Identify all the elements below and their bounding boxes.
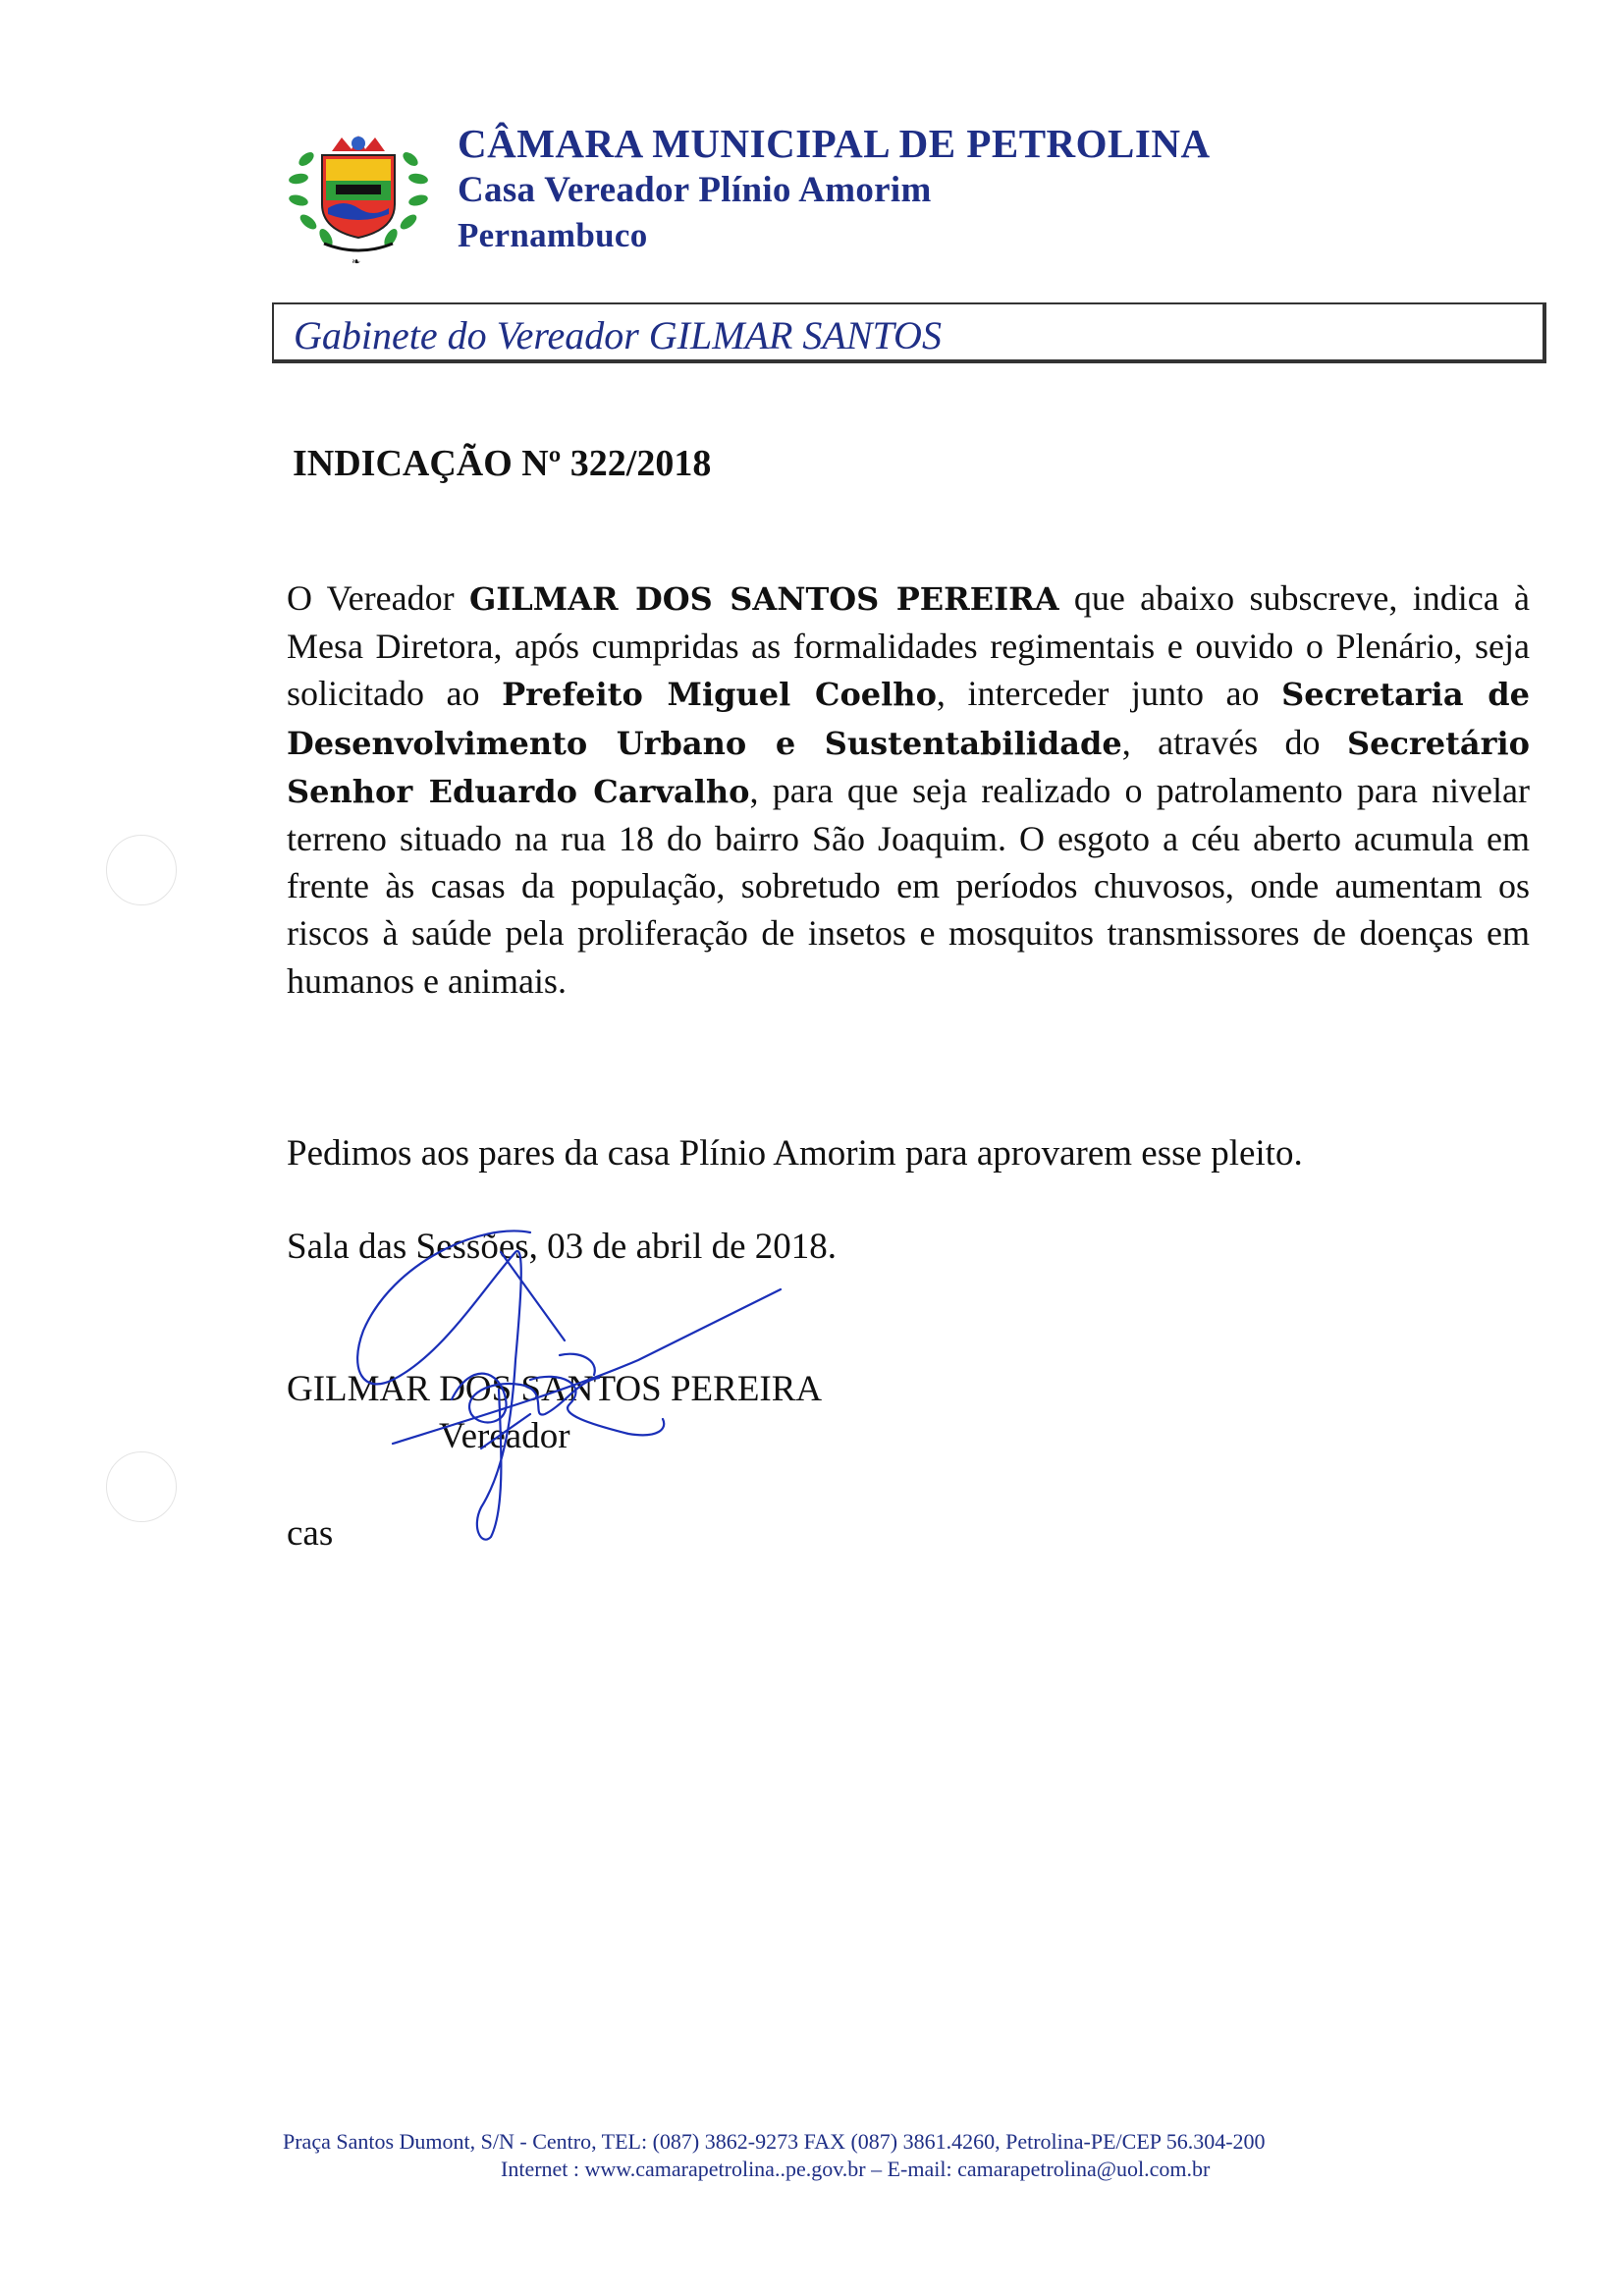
footer-contact: Internet : www.camarapetrolina..pe.gov.br – E-mail: camarapetrolina@uol.com.br [501,2157,1211,2181]
typist-initials: cas [287,1513,334,1554]
body-bold-mayor: Prefeito Miguel Coelho [502,676,937,714]
footer-address: Praça Santos Dumont, S/N - Centro, TEL: (087) 3862-9273 FAX (087) 3861.4260, Petrolina-PE/CEP 56.304-200 [283,2129,1266,2154]
body-bold-secretary: Secretário Senhor Eduardo Carvalho [287,724,1531,810]
body-bold-secretariat: Secretaria de Desenvolvimento Urbano e Sustentabilidade [287,676,1530,762]
document-title: INDICAÇÃO Nº 322/2018 [293,443,712,484]
scan-punch-mark [106,1451,177,1522]
office-banner [272,302,1546,363]
body-text-3: , interceder junto ao [936,674,1282,714]
place-date: Sala das Sessões, 03 de abril de 2018. [287,1227,838,1267]
office-title: Gabinete do Vereador GILMAR SANTOS [294,313,942,357]
body-text-5: , para que seja realizado o patrolamento para nivelar terreno situado na rua 18 do bairro São Joaquim. O esgoto a céu aberto acumula em frente às casas da população, sobretudo em períodos chuvosos, onde aumentam os riscos à saúde pela proliferação de insetos e mosquitos transmissores de doenças em humanos e animais. [287,770,1531,1001]
municipal-crest-icon [285,120,432,267]
signer-role: Vereador [439,1416,570,1456]
scan-punch-mark [106,835,177,905]
institution-name: CÂMARA MUNICIPAL DE PETROLINA [458,121,1211,166]
approval-request: Pedimos aos pares da casa Plínio Amorim para aprovarem esse pleito. [287,1133,1303,1174]
body-bold-councillor: GILMAR DOS SANTOS PEREIRA [468,580,1059,618]
state-name: Pernambuco [458,216,648,254]
signer-name: GILMAR DOS SANTOS PEREIRA [287,1369,823,1409]
body-text-2: que abaixo subscreve, indica à Mesa Diretora, após cumpridas as formalidades regimentais e ouvido o Plenário, seja solicitado ao [287,578,1530,714]
body-text-4: , através do [1121,722,1347,762]
house-name: Casa Vereador Plínio Amorim [458,170,932,210]
body-text-1: O Vereador [287,578,469,618]
svg-text:❧: ❧ [352,255,361,267]
document-body [287,574,1530,1005]
